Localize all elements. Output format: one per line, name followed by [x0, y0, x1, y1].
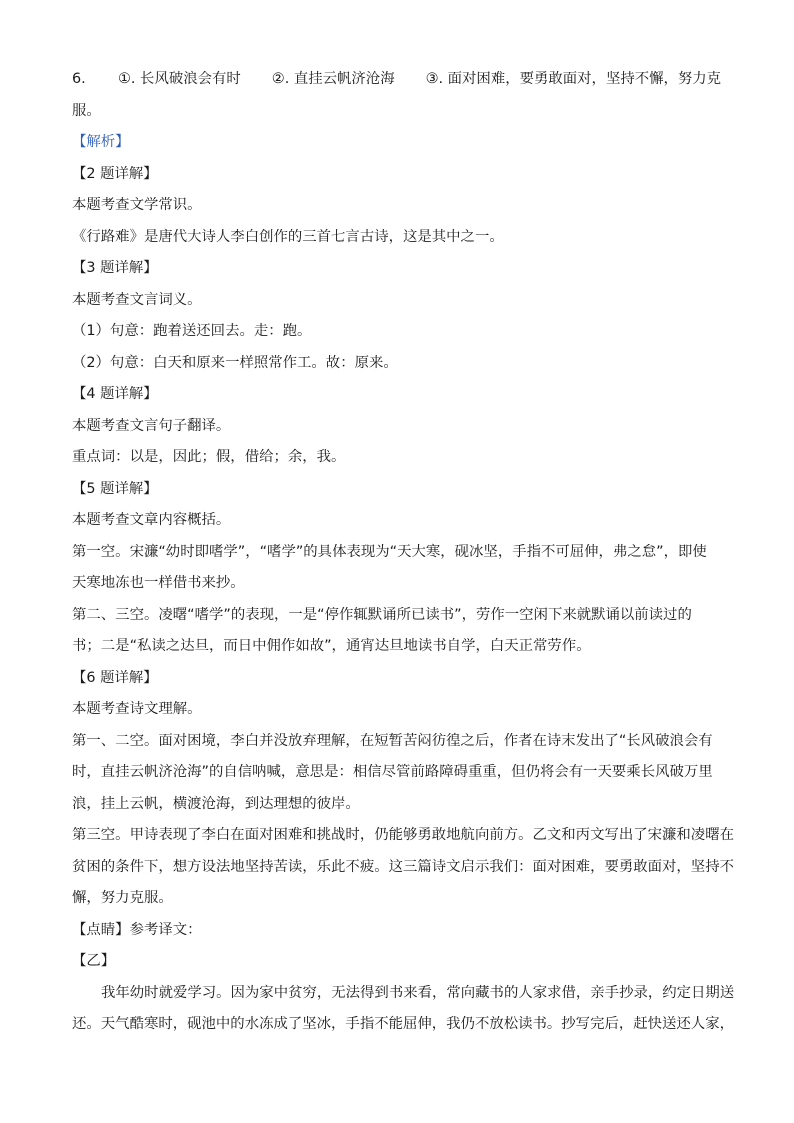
- text-line: 第一、二空。面对困境，李白并没放弃理解，在短暂苦闷彷徨之后，作者在诗末发出了“长风破浪会有: [72, 732, 713, 749]
- analysis-heading: 【解析】: [72, 134, 130, 150]
- text-line: 书；二是“私读之达旦，而日中佣作如故”，通宵达旦地读书自学，白天正常劳作。: [72, 638, 591, 654]
- text-line: 第一空。宋濂“幼时即嗜学”，“嗜学”的具体表现为“天大寒，砚冰坚，手指不可屈伸，弗之怠”，即使: [72, 543, 707, 560]
- text-line: 第三空。甲诗表现了李白在面对困难和挑战时，仍能够勇敢地航向前方。乙文和丙文写出了宋濂和凌曙在: [72, 827, 734, 843]
- text-line: （1）句意：跑着送还回去。走：跑。: [72, 323, 312, 339]
- answer-continuation: 服。: [72, 102, 101, 119]
- heading-q5: 【5 题详解】: [72, 480, 158, 497]
- question-6-answer-line: [72, 64, 722, 96]
- answer-1: ①. 长风破浪会有时: [118, 71, 241, 87]
- text-line: 《行路难》是唐代大诗人李白创作的三首七言古诗，这是其中之一。: [72, 228, 504, 245]
- text-line: 第二、三空。凌曙“嗜学”的表现，一是“停作辄默诵所已读书”，劳作一空闲下来就默诵以前读过的: [72, 606, 692, 623]
- text-line: 本题考查文章内容概括。: [72, 512, 231, 528]
- answer-2: ②. 直挂云帆济沧海: [271, 71, 395, 87]
- text-line: 本题考查文学常识。: [72, 197, 202, 213]
- question-number: 6.: [72, 71, 86, 87]
- translation-line: 我年幼时就爱学习。因为家中贫穷，无法得到书来看，常向藏书的人家求借，亲手抄录，约定日期送: [101, 984, 735, 1001]
- text-line: 浪，挂上云帆，横渡沧海，到达理想的彼岸。: [72, 795, 360, 812]
- text-line: 贫困的条件下，想方设法地坚持苦读，乐此不疲。这三篇诗文启示我们：面对困难，要勇敢面对，坚持不: [72, 858, 734, 875]
- text-line: 时，直挂云帆济沧海”的自信呐喊，意思是：相信尽管前路障碍重重，但仍将会有一天要乘长风破万里: [72, 764, 713, 780]
- text-line: 天寒地冻也一样借书来抄。: [72, 575, 245, 591]
- answer-3: ③. 面对困难，要勇敢面对，坚持不懈，努力克: [425, 71, 722, 87]
- text-line: （2）句意：白天和原来一样照常作工。故：原来。: [72, 354, 398, 371]
- heading-q2: 【2 题详解】: [72, 165, 158, 182]
- heading-q4: 【4 题详解】: [72, 386, 158, 402]
- text-line: 重点词：以是，因此；假，借给；余，我。: [72, 449, 346, 465]
- tips-heading: 【点睛】参考译文：: [72, 921, 202, 938]
- heading-q6: 【6 题详解】: [72, 669, 158, 686]
- text-line: 本题考查文言词义。: [72, 291, 202, 308]
- text-line: 懈，努力克服。: [72, 890, 173, 906]
- document-body: [72, 64, 735, 1041]
- text-line: 本题考查文言句子翻译。: [72, 417, 231, 434]
- translation-line: 还。天气酷寒时，砚池中的水冻成了坚冰，手指不能屈伸，我仍不放松读书。抄写完后，赶快送还人家，: [72, 1016, 734, 1032]
- section-yi-heading: 【乙】: [72, 953, 116, 969]
- heading-q3: 【3 题详解】: [72, 260, 158, 276]
- text-line: 本题考查诗文理解。: [72, 701, 202, 717]
